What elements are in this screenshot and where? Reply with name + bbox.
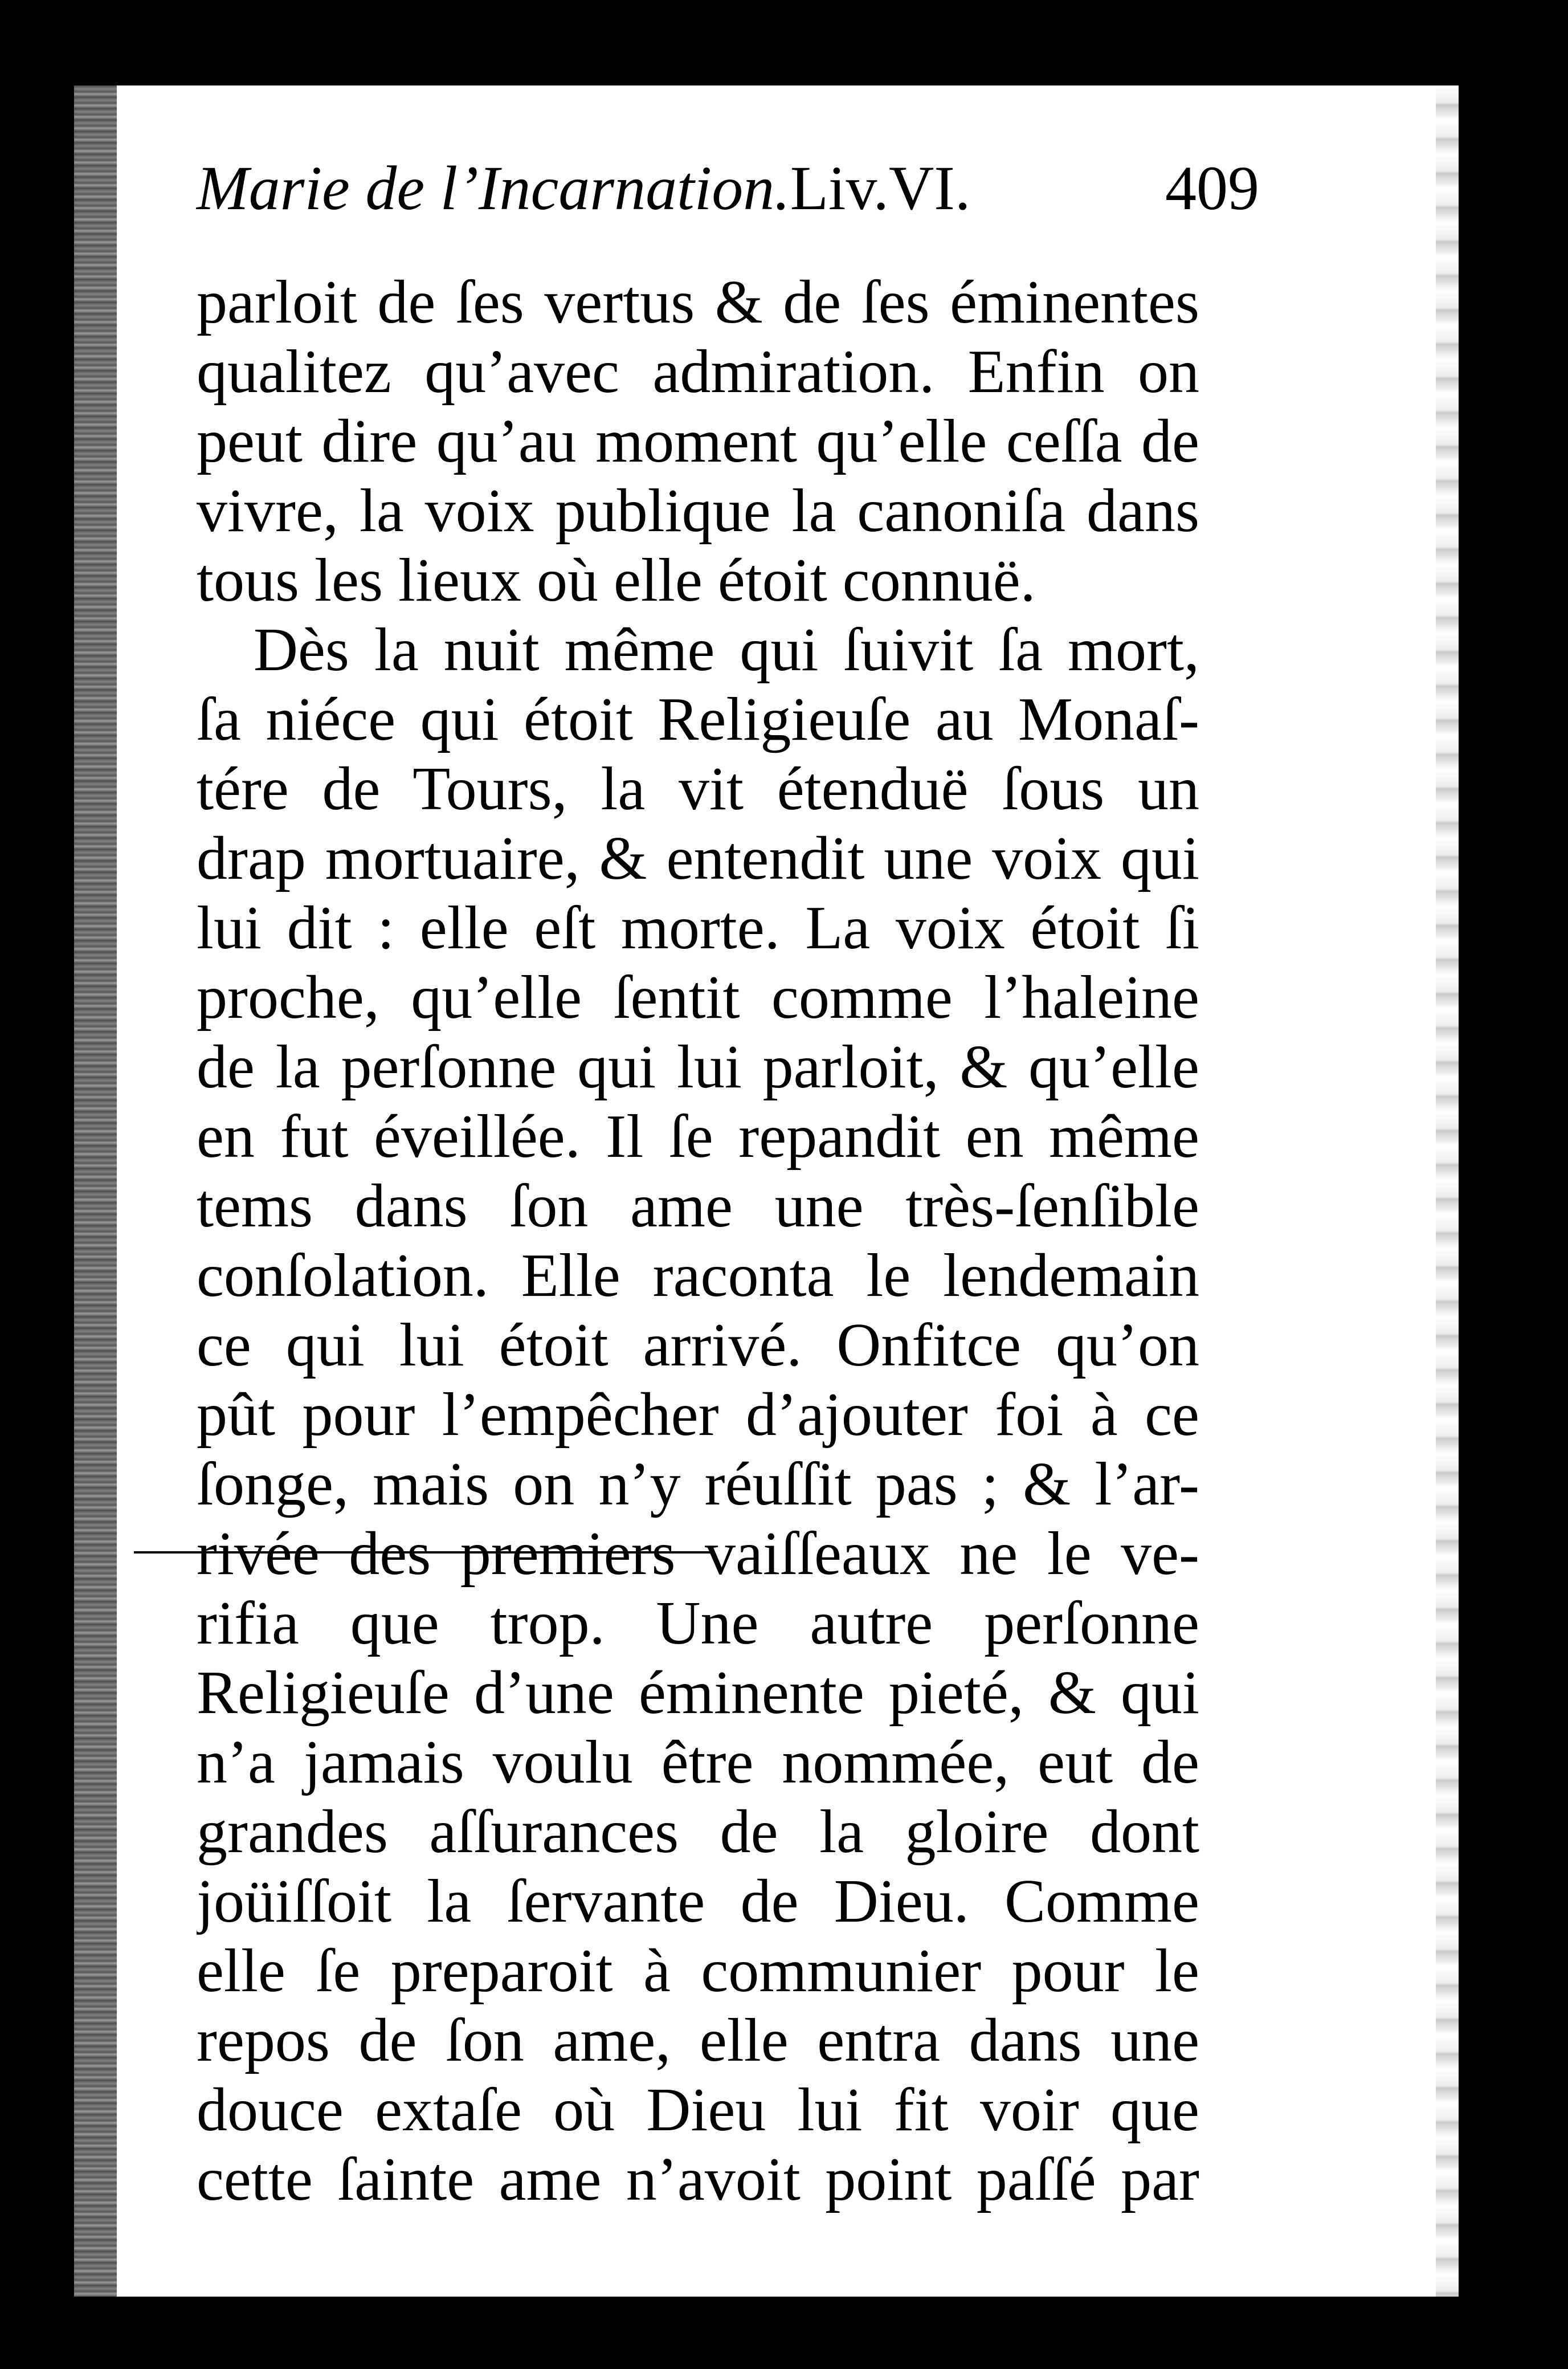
text-line: douce extaſe où Dieu lui fit voir que	[197, 2076, 1199, 2144]
text-line: elle ſe preparoit à communier pour le	[197, 1937, 1199, 2005]
text-line: ſa niéce qui étoit Religieuſe au Monaſ-	[197, 686, 1199, 753]
text-line: drap mortuaire, & entendit une voix qui	[197, 825, 1199, 892]
paragraph-first-line: Dès la nuit même qui ſuivit ſa mort,	[254, 616, 1199, 684]
text-line: ce qui lui étoit arrivé. Onfitce qu’on	[197, 1311, 1199, 1379]
page-edge-shadow	[1436, 85, 1459, 2297]
text-line: qualitez qu’avec admiration. Enfin on	[197, 338, 1199, 406]
text-line: peut dire qu’au moment qu’elle ceſſa de	[197, 407, 1199, 475]
text-line: conſolation. Elle raconta le lendemain	[197, 1242, 1199, 1310]
text-line: en fut éveillée. Il ſe repandit en même	[197, 1103, 1199, 1171]
text-line: n’a jamais voulu être nommée, eut de	[197, 1728, 1199, 1796]
text-line: tous les lieux où elle étoit connuë.	[197, 547, 1036, 614]
text-line: joüiſſoit la ſervante de Dieu. Comme	[197, 1868, 1199, 1935]
running-header	[197, 131, 1259, 245]
text-line: Religieuſe d’une éminente pieté, & qui	[197, 1659, 1199, 1727]
text-line: pût pour l’empêcher d’ajouter foi à ce	[197, 1381, 1199, 1449]
text-line: grandes aſſurances de la gloire dont	[197, 1798, 1199, 1866]
text-line: proche, qu’elle ſentit comme l’haleine	[197, 964, 1199, 1031]
text-line: repos de ſon ame, elle entra dans une	[197, 2007, 1199, 2074]
text-line: cette ſainte ame n’avoit point paſſé par	[197, 2146, 1199, 2213]
text-line: tems dans ſon ame une très-ſenſible	[197, 1172, 1199, 1240]
text-line: rivée des premiers vaiſſeaux ne le ve-	[197, 1520, 1199, 1588]
text-line: lui dit : elle eſt morte. La voix étoit ſi	[197, 894, 1199, 962]
running-title: Marie de l’Incarnation.	[197, 153, 790, 223]
text-line: de la perſonne qui lui parloit, & qu’elle	[197, 1033, 1199, 1101]
text-line: ſonge, mais on n’y réuſſit pas ; & l’ar-	[197, 1450, 1199, 1518]
text-line: vivre, la voix publique la canoniſa dans	[197, 477, 1199, 545]
text-line: parloit de ſes vertus & de ſes éminentes	[197, 268, 1199, 336]
binding-shadow	[74, 85, 117, 2297]
page-number: 409	[1165, 153, 1259, 223]
text-line: rifia que trop. Une autre perſonne	[197, 1589, 1199, 1657]
text-line: tére de Tours, la vit étenduë ſous un	[197, 755, 1199, 823]
body-text	[197, 268, 1199, 2215]
book-reference: Liv.VI.	[790, 153, 971, 223]
